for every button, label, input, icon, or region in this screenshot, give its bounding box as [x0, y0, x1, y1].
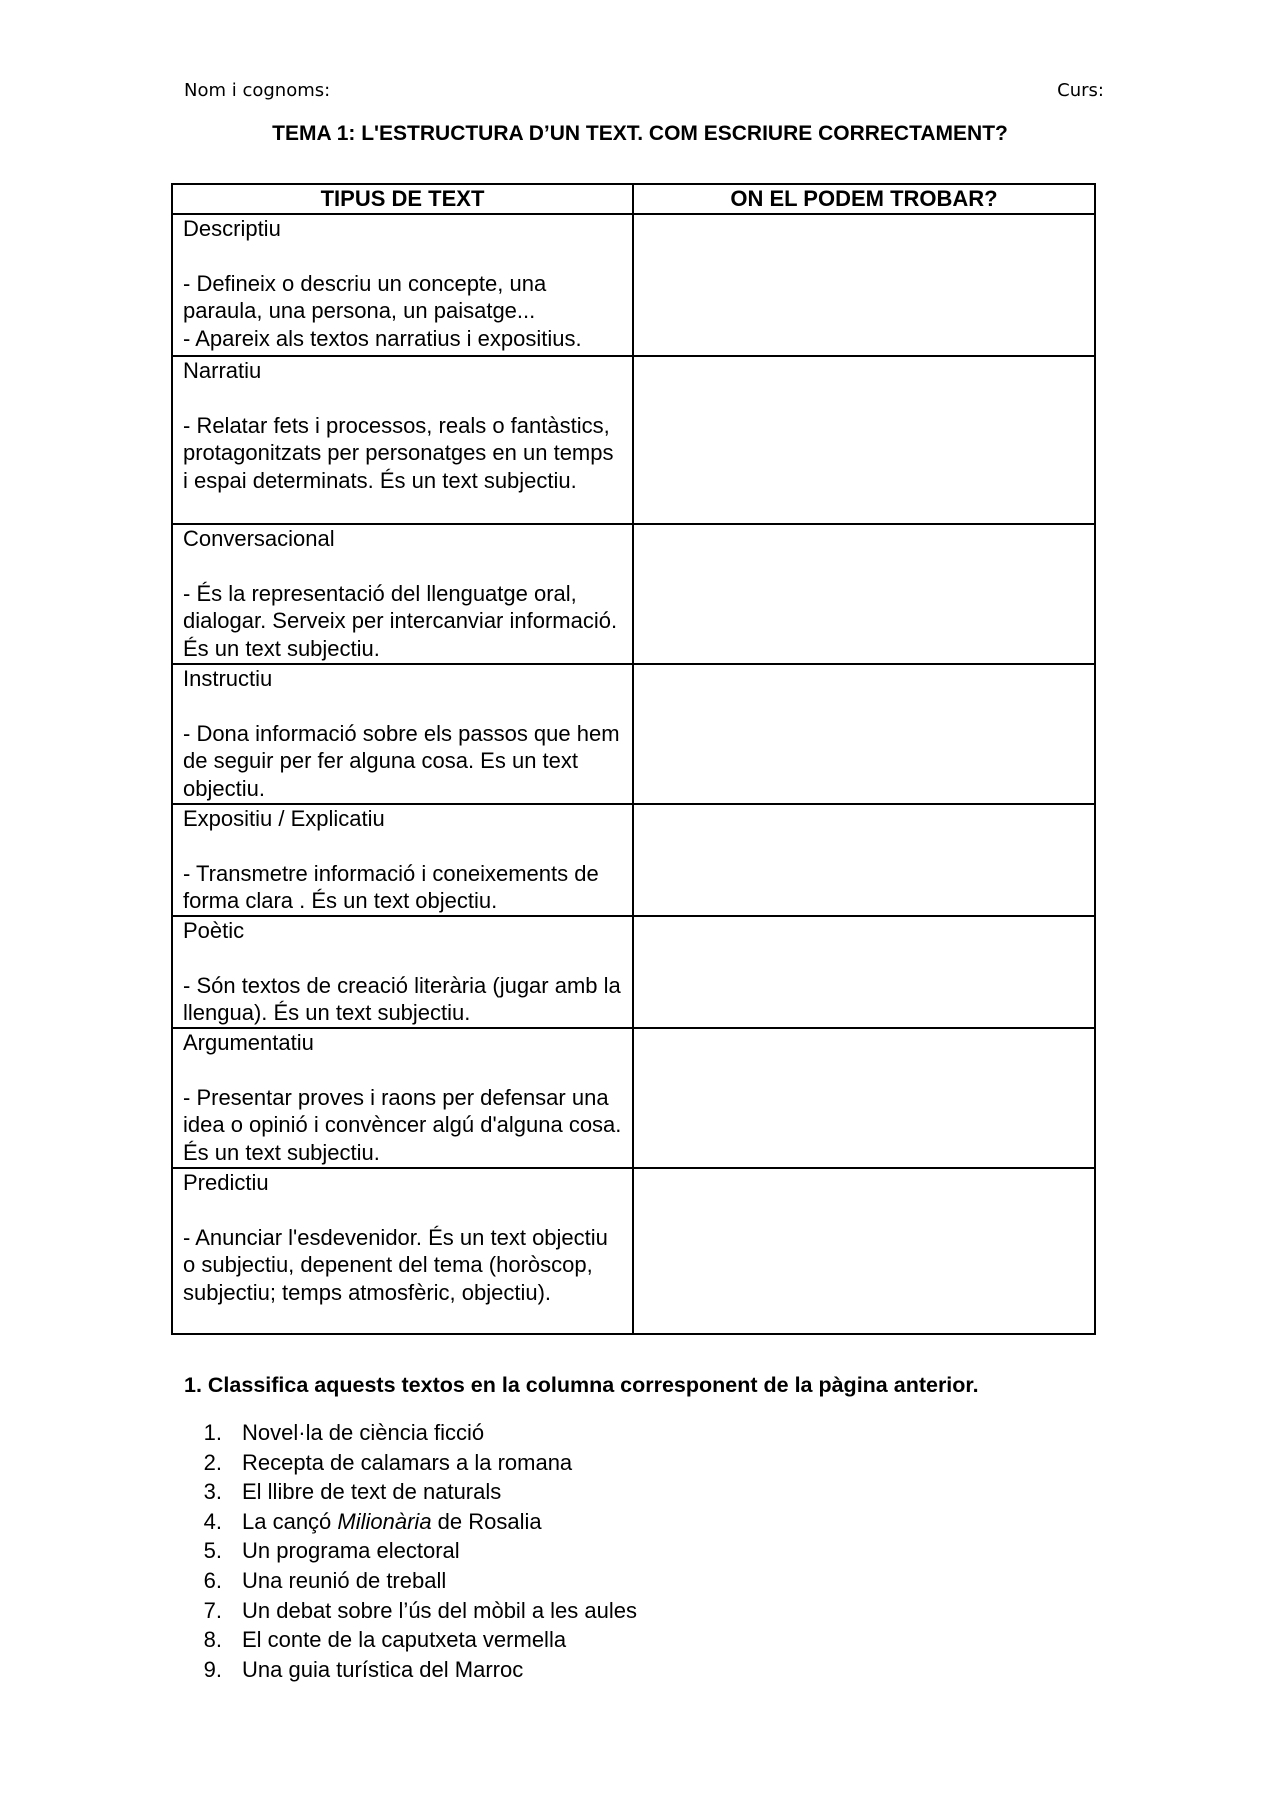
list-item: [184, 1448, 637, 1478]
list-item: [184, 1566, 637, 1596]
item-number: 4.: [203, 1508, 222, 1534]
item-text: Una reunió de treball: [242, 1567, 447, 1593]
list-item: [184, 1625, 637, 1655]
answer-cell[interactable]: [633, 524, 1095, 664]
table-row: [172, 804, 1095, 916]
list-item: [184, 1507, 637, 1537]
answer-cell[interactable]: [633, 1028, 1095, 1168]
type-description: - Relatar fets i processos, reals o fantàstics, protagonitzats per personatges en un temps i espai determinats. És un text subjectiu.: [183, 412, 614, 493]
type-description: - Presentar proves i raons per defensar una idea o opinió i convèncer algú d'alguna cosa. És un text subjectiu.: [183, 1084, 622, 1165]
item-text-post: de Rosalia: [431, 1508, 542, 1534]
item-number: 2.: [203, 1449, 222, 1475]
answer-cell[interactable]: [633, 664, 1095, 804]
song-title: Milionària: [337, 1508, 432, 1534]
list-item: [184, 1536, 637, 1566]
item-text: Recepta de calamars a la romana: [242, 1449, 573, 1475]
list-item: [184, 1596, 637, 1626]
item-number: 1.: [203, 1420, 222, 1445]
type-name: Poètic: [183, 917, 245, 943]
type-name: Narratiu: [183, 357, 262, 383]
table-row: [172, 1168, 1095, 1334]
type-cell: [172, 524, 633, 664]
type-description: - Transmetre informació i coneixements de forma clara . És un text objectiu.: [183, 860, 599, 913]
item-text-pre: La cançó: [242, 1508, 338, 1534]
type-description: - Defineix o descriu un concepte, una paraula, una persona, un paisatge... - Apareix als textos narratius i expositius.: [183, 270, 582, 351]
list-item: [184, 1418, 637, 1448]
item-text: Novel·la de ciència ficció: [242, 1420, 485, 1445]
exercise-list: [184, 1418, 637, 1684]
item-text: El conte de la caputxeta vermella: [242, 1627, 567, 1653]
type-name: Descriptiu: [183, 215, 281, 241]
exercise-heading: 1. Classifica aquests textos en la columna corresponent de la pàgina anterior.: [184, 1373, 979, 1397]
list-item: [184, 1655, 637, 1685]
type-name: Predictiu: [183, 1169, 269, 1195]
item-text: Un debat sobre l’ús del mòbil a les aules: [242, 1597, 638, 1623]
text-types-table: [171, 183, 1096, 1335]
type-description: - Dona informació sobre els passos que hem de seguir per fer alguna cosa. Es un text objectiu.: [183, 720, 620, 801]
column-header-where: ON EL PODEM TROBAR?: [633, 184, 1095, 214]
table-row: [172, 356, 1095, 524]
type-description: - És la representació del llenguatge oral, dialogar. Serveix per intercanviar informació. És un text subjectiu.: [183, 580, 618, 661]
table-row: [172, 524, 1095, 664]
course-label: Curs:: [1057, 80, 1104, 101]
type-cell: [172, 1028, 633, 1168]
item-number: 6.: [203, 1567, 222, 1593]
item-number: 9.: [203, 1656, 222, 1682]
answer-cell[interactable]: [633, 214, 1095, 356]
type-description: - Són textos de creació literària (jugar amb la llengua). És un text subjectiu.: [183, 972, 621, 1025]
table-row: [172, 664, 1095, 804]
list-item: [184, 1477, 637, 1507]
answer-cell[interactable]: [633, 804, 1095, 916]
type-cell: [172, 916, 633, 1028]
type-name: Argumentatiu: [183, 1029, 314, 1055]
item-number: 3.: [203, 1479, 222, 1505]
type-name: Conversacional: [183, 525, 335, 551]
item-text: El llibre de text de naturals: [242, 1479, 502, 1505]
type-cell: [172, 1168, 633, 1334]
type-name: Instructiu: [183, 665, 273, 691]
page-header: [184, 80, 1104, 101]
answer-cell[interactable]: [633, 1168, 1095, 1334]
type-name: Expositiu / Explicatiu: [183, 805, 385, 831]
type-cell: [172, 214, 633, 356]
type-cell: [172, 356, 633, 524]
type-description: - Anunciar l'esdevenidor. És un text objectiu o subjectiu, depenent del tema (horòscop, subjectiu; temps atmosfèric, objectiu).: [183, 1224, 608, 1305]
item-text: Una guia turística del Marroc: [242, 1656, 524, 1682]
type-cell: [172, 664, 633, 804]
answer-cell[interactable]: [633, 356, 1095, 524]
item-text: Un programa electoral: [242, 1538, 460, 1564]
table-row: [172, 214, 1095, 356]
answer-cell[interactable]: [633, 916, 1095, 1028]
item-number: 5.: [203, 1538, 222, 1564]
column-header-type: TIPUS DE TEXT: [172, 184, 633, 214]
page-title: TEMA 1: L'ESTRUCTURA D’UN TEXT. COM ESCRIURE CORRECTAMENT?: [272, 122, 1008, 145]
table-header-row: [172, 184, 1095, 214]
table-row: [172, 1028, 1095, 1168]
table-row: [172, 916, 1095, 1028]
item-number: 8.: [203, 1627, 222, 1653]
item-number: 7.: [203, 1597, 222, 1623]
name-label: Nom i cognoms:: [184, 80, 331, 101]
item-text: [242, 1507, 542, 1537]
type-cell: [172, 804, 633, 916]
